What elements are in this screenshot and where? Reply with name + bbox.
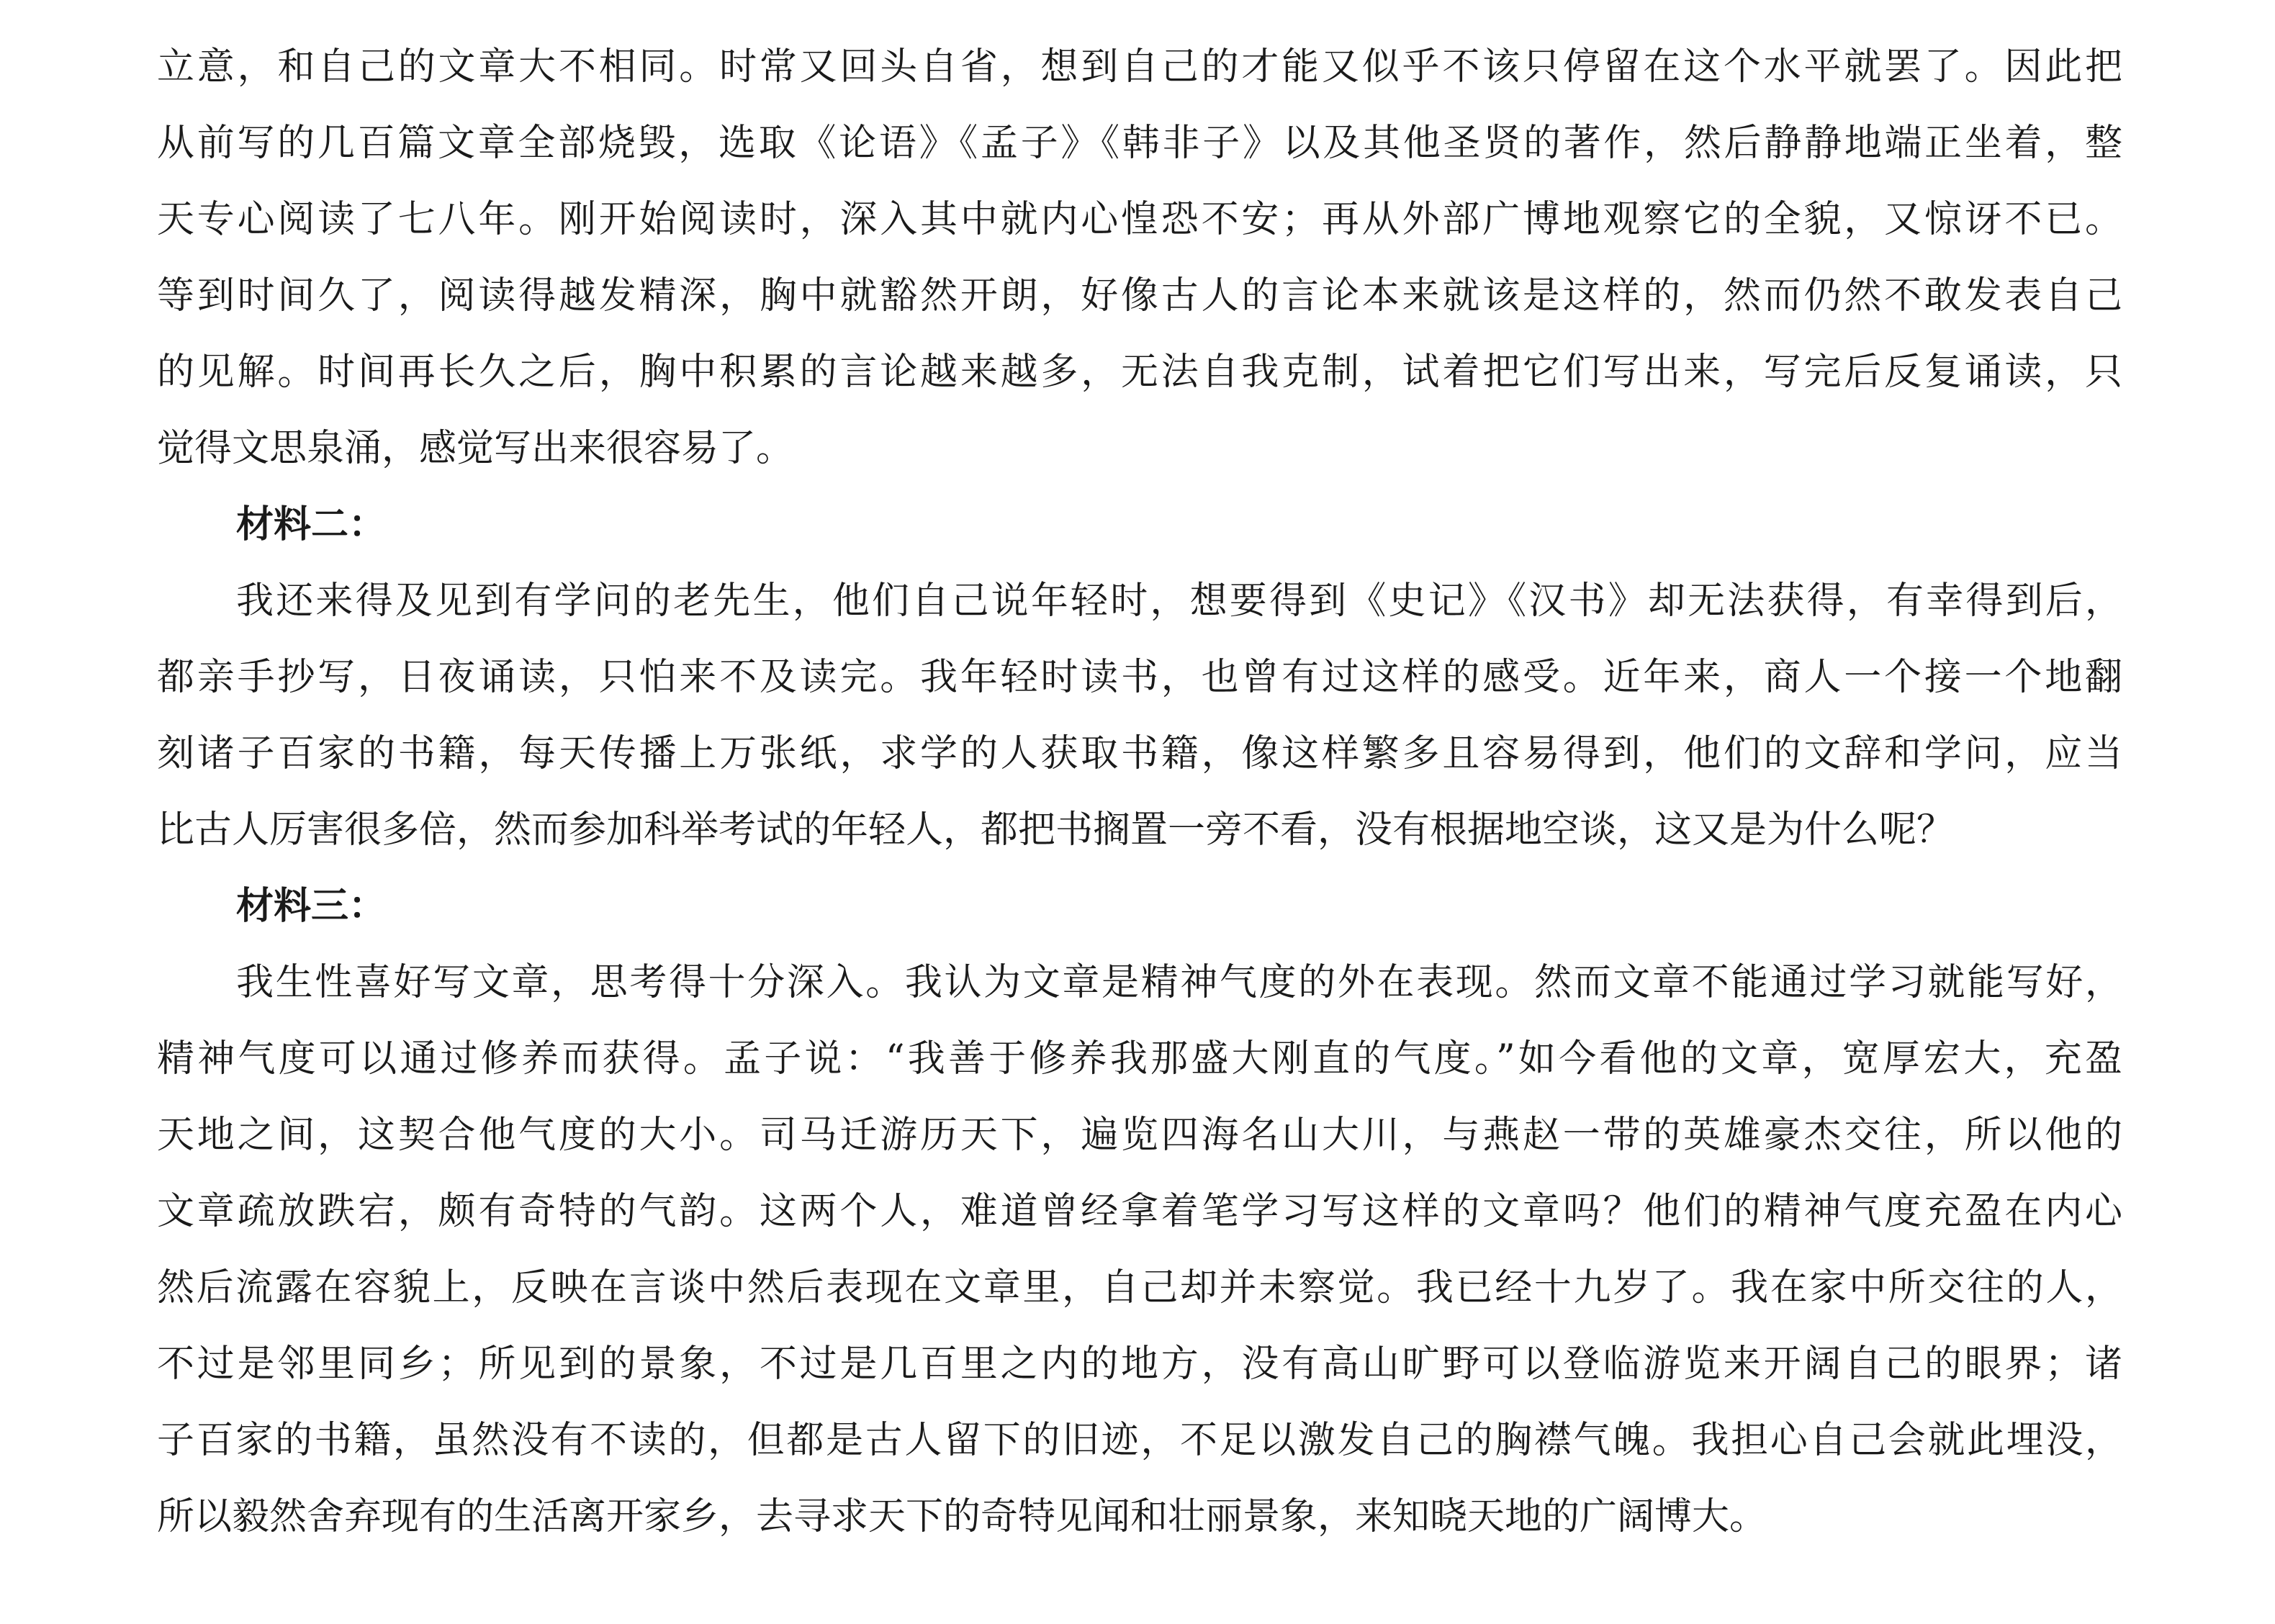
- text-line: 比古人厉害很多倍，然而参加科举考试的年轻人，都把书搁置一旁不看，没有根据地空谈，这又是为什么呢？: [157, 808, 1955, 852]
- text-line: 然后流露在容貌上，反映在言谈中然后表现在文章里，自己却并未察觉。我已经十九岁了。我在家中所交往的人，: [157, 1266, 2122, 1309]
- section-heading-material-two: 材料二：: [236, 503, 387, 546]
- text-line: 立意，和自己的文章大不相同。时常又回头自省，想到自己的才能又似乎不该只停留在这个水平就罢了。因此把: [157, 45, 2122, 89]
- text-line: 子百家的书籍，虽然没有不读的，但都是古人留下的旧迹，不足以激发自己的胸襟气魄。我担心自己会就此埋没，: [157, 1419, 2122, 1462]
- text-line: 文章疏放跌宕，颇有奇特的气韵。这两个人，难道曾经拿着笔学习写这样的文章吗？他们的精神气度充盈在内心: [157, 1190, 2122, 1233]
- text-line: 的见解。时间再长久之后，胸中积累的言论越来越多，无法自我克制，试着把它们写出来，写完后反复诵读，只: [157, 351, 2122, 394]
- section-heading-material-three: 材料三：: [236, 885, 387, 928]
- text-line: 天专心阅读了七八年。刚开始阅读时，深入其中就内心惶恐不安；再从外部广博地观察它的全貌，又惊讶不已。: [157, 198, 2122, 241]
- material-two-paragraph: [157, 563, 2122, 868]
- text-line: 都亲手抄写，日夜诵读，只怕来不及读完。我年轻时读书，也曾有过这样的感受。近年来，商人一个接一个地翻: [157, 656, 2122, 699]
- material-three-paragraph: [157, 944, 2122, 1555]
- text-line: 天地之间，这契合他气度的大小。司马迁游历天下，遍览四海名山大川，与燕赵一带的英雄豪杰交往，所以他的: [157, 1114, 2122, 1157]
- text-line: 刻诸子百家的书籍，每天传播上万张纸，求学的人获取书籍，像这样繁多且容易得到，他们的文辞和学问，应当: [157, 732, 2122, 775]
- text-line: 不过是邻里同乡；所见到的景象，不过是几百里之内的地方，没有高山旷野可以登临游览来开阔自己的眼界；诸: [157, 1343, 2122, 1386]
- text-line: 我生性喜好写文章，思考得十分深入。我认为文章是精神气度的外在表现。然而文章不能通过学习就能写好，: [236, 961, 2122, 1004]
- text-line: 精神气度可以通过修养而获得。孟子说：“我善于修养我那盛大刚直的气度。”如今看他的文章，宽厚宏大，充盈: [157, 1037, 2122, 1081]
- text-line: 我还来得及见到有学问的老先生，他们自己说年轻时，想要得到《史记》《汉书》却无法获得，有幸得到后，: [236, 579, 2122, 623]
- text-line: 等到时间久了，阅读得越发精深，胸中就豁然开朗，好像古人的言论本来就该是这样的，然而仍然不敢发表自己: [157, 274, 2122, 317]
- material-one-paragraph: [157, 29, 2122, 487]
- document-page: [157, 29, 2122, 1555]
- text-line: 所以毅然舍弃现有的生活离开家乡，去寻求天下的奇特见闻和壮丽景象，来知晓天地的广阔博大。: [157, 1495, 1767, 1538]
- text-line: 觉得文思泉涌，感觉写出来很容易了。: [157, 427, 794, 470]
- text-line: 从前写的几百篇文章全部烧毁，选取《论语》《孟子》《韩非子》以及其他圣贤的著作，然后静静地端正坐着，整: [157, 122, 2122, 165]
